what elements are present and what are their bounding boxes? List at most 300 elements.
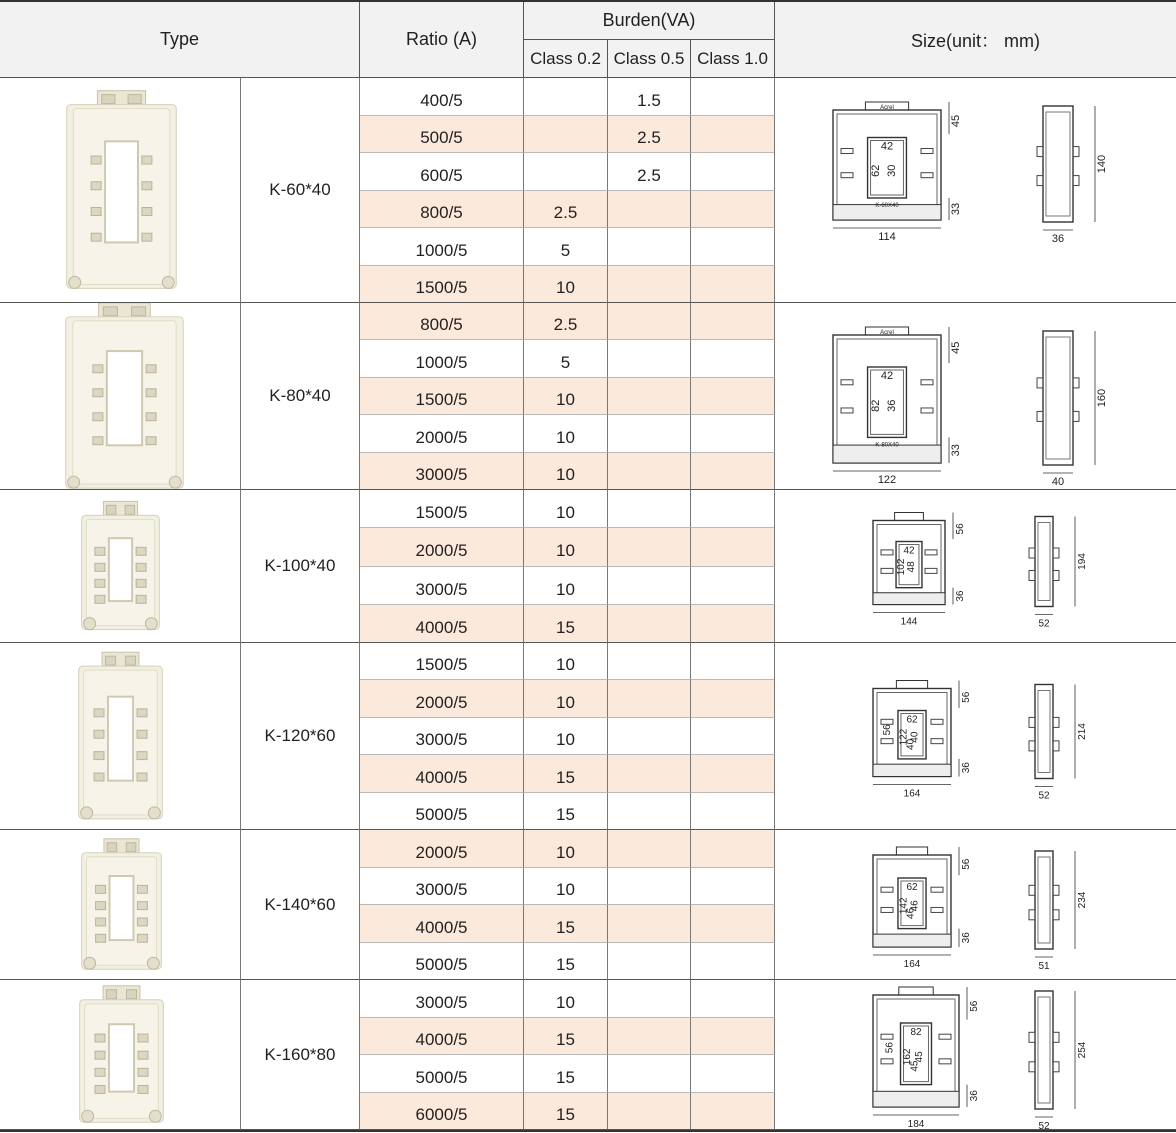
drawing-svg xyxy=(775,78,1176,303)
ratio-cell: 2000/5 xyxy=(360,830,524,868)
burden-cell-c02: 10 xyxy=(524,490,608,528)
burden-cell-c05 xyxy=(608,567,691,605)
side-terminal-mark xyxy=(1037,411,1043,421)
side-terminal-mark xyxy=(1053,885,1059,895)
side-terminal xyxy=(91,233,101,241)
ratio-cell: 2000/5 xyxy=(360,415,524,453)
bottom-band xyxy=(873,592,945,604)
model-name: K-140*60 xyxy=(241,830,360,980)
burden-cell-c02: 5 xyxy=(524,340,608,378)
bottom-band xyxy=(873,764,951,776)
dimension-drawing xyxy=(775,830,1176,980)
burden-cell-c10 xyxy=(691,680,775,718)
burden-cell-c02: 5 xyxy=(524,228,608,266)
burden-cell-c10 xyxy=(691,793,775,830)
side-terminal xyxy=(146,388,156,396)
burden-cell-c02: 10 xyxy=(524,266,608,303)
side-terminal xyxy=(137,917,147,925)
terminal-screw xyxy=(105,656,115,665)
burden-cell-c02 xyxy=(524,78,608,116)
ratio-cell: 600/5 xyxy=(360,153,524,191)
side-terminal xyxy=(95,1034,105,1042)
burden-cell-c05 xyxy=(608,378,691,415)
dim-inner: 48 xyxy=(906,560,918,572)
drawing-svg xyxy=(775,303,1176,490)
ratio-cell: 1500/5 xyxy=(360,378,524,415)
side-terminal xyxy=(96,901,106,909)
side-terminal xyxy=(93,364,103,372)
dim-depth: 40 xyxy=(1051,475,1065,488)
dim-height: 254 xyxy=(1077,1041,1088,1058)
burden-cell-c02: 10 xyxy=(524,980,608,1018)
dim-window-height: 82 xyxy=(870,399,883,412)
side-terminal-mark xyxy=(1073,411,1079,421)
burden-cell-c10 xyxy=(691,868,775,905)
burden-cell-c05 xyxy=(608,680,691,718)
dimension-drawing xyxy=(775,490,1176,643)
dim-top: 45 xyxy=(950,341,962,354)
mounting-foot xyxy=(81,806,93,818)
ratio-cell: 1500/5 xyxy=(360,490,524,528)
burden-cell-c02: 15 xyxy=(524,605,608,643)
side-terminal xyxy=(95,579,105,587)
dim-window-width: 42 xyxy=(880,140,894,152)
dim-depth: 51 xyxy=(1038,960,1050,972)
terminal-screw xyxy=(127,989,137,998)
burden-cell-c05 xyxy=(608,943,691,980)
burden-cell-c10 xyxy=(691,528,775,567)
dim-width: 144 xyxy=(900,616,918,627)
side-terminal-mark xyxy=(1037,146,1043,156)
burden-cell-c02: 10 xyxy=(524,378,608,415)
burden-cell-c05: 1.5 xyxy=(608,78,691,116)
side-terminal xyxy=(142,233,152,241)
dim-width: 114 xyxy=(878,230,896,243)
header-burden: Burden(VA) xyxy=(524,2,775,40)
burden-cell-c02: 10 xyxy=(524,718,608,755)
burden-cell-c10 xyxy=(691,340,775,378)
dimension-drawing xyxy=(775,643,1176,830)
header-class-1-0: Class 1.0 xyxy=(691,40,775,78)
burden-cell-c05: 2.5 xyxy=(608,116,691,153)
mounting-foot xyxy=(84,957,96,969)
side-terminal xyxy=(137,708,147,716)
dim-bottom: 36 xyxy=(961,761,972,773)
product-photo xyxy=(0,643,241,830)
dim-bottom: 36 xyxy=(969,1089,980,1101)
mounting-foot xyxy=(169,476,181,488)
burden-cell-c02: 15 xyxy=(524,1093,608,1130)
ct-photo-svg xyxy=(0,643,240,830)
burden-cell-c05 xyxy=(608,605,691,643)
burden-cell-c10 xyxy=(691,490,775,528)
ct-window xyxy=(109,538,132,601)
ratio-cell: 800/5 xyxy=(360,303,524,340)
ratio-cell: 4000/5 xyxy=(360,605,524,643)
terminal-screw xyxy=(107,842,117,851)
burden-cell-c05: 2.5 xyxy=(608,153,691,191)
burden-cell-c05 xyxy=(608,303,691,340)
side-terminal xyxy=(96,917,106,925)
product-photo xyxy=(0,78,241,303)
burden-cell-c05 xyxy=(608,830,691,868)
mounting-foot xyxy=(68,476,80,488)
dim-inner: 40 xyxy=(909,731,921,743)
dim-height: 160 xyxy=(1096,388,1108,407)
burden-cell-c05 xyxy=(608,191,691,228)
burden-cell-c05 xyxy=(608,340,691,378)
ratio-cell: 1000/5 xyxy=(360,228,524,266)
mounting-foot xyxy=(149,1110,161,1122)
burden-cell-c02: 2.5 xyxy=(524,191,608,228)
ratio-cell: 400/5 xyxy=(360,78,524,116)
ct-photo-svg xyxy=(0,78,240,303)
mounting-foot xyxy=(162,276,174,288)
burden-cell-c02: 15 xyxy=(524,905,608,943)
burden-cell-c10 xyxy=(691,830,775,868)
burden-cell-c02: 10 xyxy=(524,643,608,680)
side-terminal xyxy=(146,436,156,444)
burden-cell-c10 xyxy=(691,266,775,303)
side-terminal xyxy=(94,730,104,738)
mounting-foot xyxy=(84,617,96,629)
dim-inner-2: 40 xyxy=(905,738,917,750)
side-terminal xyxy=(138,1034,148,1042)
mounting-foot xyxy=(145,617,157,629)
drawing-svg xyxy=(775,980,1176,1130)
burden-cell-c05 xyxy=(608,1018,691,1055)
ratio-cell: 3000/5 xyxy=(360,980,524,1018)
burden-cell-c05 xyxy=(608,1055,691,1093)
brand-plate: Acrel xyxy=(880,104,894,111)
side-terminal xyxy=(93,436,103,444)
drawing-svg xyxy=(775,490,1176,643)
bottom-rule xyxy=(0,1130,1176,1132)
burden-cell-c02 xyxy=(524,153,608,191)
burden-cell-c02: 15 xyxy=(524,1055,608,1093)
dim-inner-2: 46 xyxy=(905,907,917,919)
burden-cell-c10 xyxy=(691,415,775,453)
burden-cell-c05 xyxy=(608,868,691,905)
ct-photo-svg xyxy=(0,303,240,490)
product-photo xyxy=(0,830,241,980)
side-terminal-mark xyxy=(1029,1032,1035,1042)
side-terminal xyxy=(94,751,104,759)
ratio-cell: 6000/5 xyxy=(360,1093,524,1130)
side-terminal-mark xyxy=(1073,146,1079,156)
product-photo xyxy=(0,490,241,643)
side-terminal xyxy=(93,388,103,396)
burden-cell-c02: 2.5 xyxy=(524,303,608,340)
dim-inner: 45 xyxy=(914,1050,926,1062)
burden-cell-c10 xyxy=(691,153,775,191)
dim-window-height: 102 xyxy=(895,558,907,575)
ratio-cell: 4000/5 xyxy=(360,905,524,943)
dim-depth: 52 xyxy=(1038,1120,1050,1130)
burden-cell-c02: 10 xyxy=(524,680,608,718)
ct-photo-svg xyxy=(0,980,240,1130)
header-class-0-5: Class 0.5 xyxy=(608,40,691,78)
dim-window-width: 42 xyxy=(903,545,915,556)
bottom-band xyxy=(873,1091,959,1107)
side-terminal-mark xyxy=(1037,377,1043,387)
header-type: Type xyxy=(0,2,360,78)
terminal-screw xyxy=(107,505,116,514)
terminal-screw xyxy=(106,989,116,998)
dim-window-height: 162 xyxy=(901,1048,913,1065)
dim-depth: 52 xyxy=(1038,790,1050,801)
side-terminal xyxy=(138,1068,148,1076)
burden-cell-c10 xyxy=(691,980,775,1018)
dim-width: 164 xyxy=(903,788,921,799)
terminal-screw xyxy=(103,306,117,315)
terminal-screw xyxy=(126,656,136,665)
side-terminal-mark xyxy=(1029,909,1035,919)
burden-cell-c10 xyxy=(691,228,775,266)
dim-window-width: 62 xyxy=(906,714,918,725)
burden-cell-c02: 10 xyxy=(524,528,608,567)
burden-cell-c05 xyxy=(608,490,691,528)
dim-width: 122 xyxy=(877,473,897,486)
drawing-svg xyxy=(775,643,1176,830)
burden-cell-c02: 10 xyxy=(524,868,608,905)
side-terminal-mark xyxy=(1053,570,1059,580)
side-terminal-mark xyxy=(1029,548,1035,558)
ratio-cell: 1500/5 xyxy=(360,643,524,680)
burden-cell-c10 xyxy=(691,718,775,755)
dim-bottom: 33 xyxy=(950,443,962,456)
ct-window xyxy=(110,876,134,940)
side-terminal xyxy=(142,207,152,215)
ratio-cell: 3000/5 xyxy=(360,868,524,905)
dim-top: 45 xyxy=(950,114,962,127)
side-terminal xyxy=(95,1051,105,1059)
dim-window-width: 42 xyxy=(880,369,894,382)
dim-window-width: 82 xyxy=(910,1026,922,1038)
mounting-foot xyxy=(148,806,160,818)
side-terminal xyxy=(136,547,146,555)
burden-cell-c02: 15 xyxy=(524,943,608,980)
side-terminal xyxy=(137,901,147,909)
ratio-cell: 500/5 xyxy=(360,116,524,153)
header-ratio: Ratio (A) xyxy=(360,2,524,78)
dim-depth: 36 xyxy=(1051,232,1065,245)
burden-cell-c10 xyxy=(691,1018,775,1055)
burden-cell-c05 xyxy=(608,1093,691,1130)
burden-cell-c10 xyxy=(691,1093,775,1130)
dim-window-height: 142 xyxy=(898,896,910,914)
side-terminal xyxy=(146,364,156,372)
product-photo xyxy=(0,303,241,490)
burden-cell-c02: 15 xyxy=(524,793,608,830)
burden-cell-c10 xyxy=(691,378,775,415)
dim-depth: 52 xyxy=(1038,618,1050,629)
ct-window xyxy=(107,351,142,445)
mounting-foot xyxy=(82,1110,94,1122)
burden-cell-c05 xyxy=(608,980,691,1018)
side-terminal xyxy=(96,934,106,942)
terminal-screw xyxy=(102,94,115,103)
burden-cell-c02: 15 xyxy=(524,1018,608,1055)
burden-cell-c10 xyxy=(691,755,775,793)
dimension-drawing xyxy=(775,78,1176,303)
side-terminal xyxy=(146,412,156,420)
dim-inner-2: 45 xyxy=(909,1060,921,1072)
burden-cell-c02: 15 xyxy=(524,755,608,793)
model-plate: K-60X40 xyxy=(875,202,899,209)
dim-height: 140 xyxy=(1096,154,1108,173)
side-terminal xyxy=(138,1051,148,1059)
burden-cell-c05 xyxy=(608,266,691,303)
side-terminal-mark xyxy=(1029,717,1035,727)
model-name: K-160*80 xyxy=(241,980,360,1130)
side-terminal-mark xyxy=(1037,175,1043,185)
side-terminal xyxy=(95,563,105,571)
side-terminal xyxy=(136,579,146,587)
ratio-cell: 5000/5 xyxy=(360,1055,524,1093)
ct-window xyxy=(109,1024,134,1091)
side-terminal xyxy=(96,885,106,893)
dim-height: 234 xyxy=(1077,891,1088,908)
burden-cell-c10 xyxy=(691,605,775,643)
ratio-cell: 2000/5 xyxy=(360,528,524,567)
dim-bottom: 36 xyxy=(961,931,972,943)
terminal-screw xyxy=(132,306,146,315)
terminal-screw xyxy=(126,842,136,851)
dim-bottom: 36 xyxy=(955,590,966,602)
burden-cell-c10 xyxy=(691,78,775,116)
brand-plate: Acrel xyxy=(880,329,894,336)
terminal-screw xyxy=(128,94,141,103)
dim-top: 56 xyxy=(955,522,966,534)
model-name: K-120*60 xyxy=(241,643,360,830)
burden-cell-c05 xyxy=(608,905,691,943)
burden-cell-c05 xyxy=(608,643,691,680)
dim-width: 184 xyxy=(907,1118,925,1130)
side-terminal-mark xyxy=(1053,1061,1059,1071)
ct-window xyxy=(105,141,138,242)
side-terminal xyxy=(136,595,146,603)
side-terminal-mark xyxy=(1029,740,1035,750)
side-terminal xyxy=(142,181,152,189)
burden-cell-c10 xyxy=(691,453,775,490)
ratio-cell: 3000/5 xyxy=(360,567,524,605)
burden-cell-c05 xyxy=(608,793,691,830)
side-terminal-mark xyxy=(1029,885,1035,895)
dim-window-width: 62 xyxy=(906,881,918,893)
model-name: K-60*40 xyxy=(241,78,360,303)
product-photo xyxy=(0,980,241,1130)
burden-cell-c10 xyxy=(691,116,775,153)
side-terminal xyxy=(142,156,152,164)
burden-cell-c02: 10 xyxy=(524,453,608,490)
burden-cell-c10 xyxy=(691,191,775,228)
ct-photo-svg xyxy=(0,830,240,980)
side-terminal xyxy=(136,563,146,571)
side-terminal-mark xyxy=(1053,717,1059,727)
side-terminal xyxy=(91,156,101,164)
dim-side: 56 xyxy=(884,1041,896,1053)
side-terminal xyxy=(93,412,103,420)
model-plate: K-80X40 xyxy=(875,441,899,448)
ratio-cell: 5000/5 xyxy=(360,793,524,830)
terminal-screw xyxy=(125,505,134,514)
side-terminal-mark xyxy=(1053,548,1059,558)
side-terminal xyxy=(95,595,105,603)
side-terminal xyxy=(94,708,104,716)
burden-cell-c10 xyxy=(691,905,775,943)
burden-cell-c02: 10 xyxy=(524,415,608,453)
burden-cell-c10 xyxy=(691,1055,775,1093)
dim-top: 56 xyxy=(961,858,972,870)
dim-inner: 46 xyxy=(909,899,921,911)
ct-window xyxy=(108,696,133,780)
burden-cell-c10 xyxy=(691,643,775,680)
dim-top: 56 xyxy=(969,1000,980,1012)
side-outline xyxy=(1043,331,1073,465)
dimension-drawing xyxy=(775,303,1176,490)
side-terminal xyxy=(91,207,101,215)
burden-cell-c05 xyxy=(608,415,691,453)
side-terminal xyxy=(95,1068,105,1076)
side-terminal-mark xyxy=(1073,377,1079,387)
burden-cell-c05 xyxy=(608,528,691,567)
dim-width: 164 xyxy=(903,958,921,970)
ratio-cell: 4000/5 xyxy=(360,755,524,793)
burden-cell-c02: 10 xyxy=(524,567,608,605)
ratio-cell: 800/5 xyxy=(360,191,524,228)
burden-cell-c05 xyxy=(608,453,691,490)
side-terminal xyxy=(137,885,147,893)
side-terminal xyxy=(137,730,147,738)
side-terminal xyxy=(138,1085,148,1093)
side-terminal-mark xyxy=(1029,570,1035,580)
ratio-cell: 4000/5 xyxy=(360,1018,524,1055)
side-terminal-mark xyxy=(1073,175,1079,185)
dimension-drawing xyxy=(775,980,1176,1130)
side-terminal xyxy=(94,773,104,781)
dim-height: 194 xyxy=(1077,552,1088,570)
ratio-cell: 1000/5 xyxy=(360,340,524,378)
burden-cell-c05 xyxy=(608,228,691,266)
dim-window-height: 62 xyxy=(870,164,883,177)
burden-cell-c02 xyxy=(524,116,608,153)
header-size: Size(unit： mm) xyxy=(775,2,1176,78)
burden-cell-c05 xyxy=(608,755,691,793)
side-terminal-mark xyxy=(1053,909,1059,919)
burden-cell-c02: 10 xyxy=(524,830,608,868)
ct-photo-svg xyxy=(0,490,240,643)
side-terminal-mark xyxy=(1053,740,1059,750)
model-name: K-80*40 xyxy=(241,303,360,490)
burden-cell-c10 xyxy=(691,943,775,980)
header-class-0-2: Class 0.2 xyxy=(524,40,608,78)
ratio-cell: 2000/5 xyxy=(360,680,524,718)
burden-cell-c05 xyxy=(608,718,691,755)
dim-window-height: 122 xyxy=(898,728,910,745)
dim-inner: 36 xyxy=(885,399,898,412)
ratio-cell: 5000/5 xyxy=(360,943,524,980)
drawing-svg xyxy=(775,830,1176,980)
side-terminal xyxy=(95,1085,105,1093)
bottom-band xyxy=(873,934,951,947)
dim-side: 56 xyxy=(881,723,893,735)
dim-bottom: 33 xyxy=(950,202,962,215)
dim-top: 56 xyxy=(961,691,972,703)
side-terminal xyxy=(91,181,101,189)
side-outline xyxy=(1043,106,1073,222)
side-terminal-mark xyxy=(1029,1061,1035,1071)
